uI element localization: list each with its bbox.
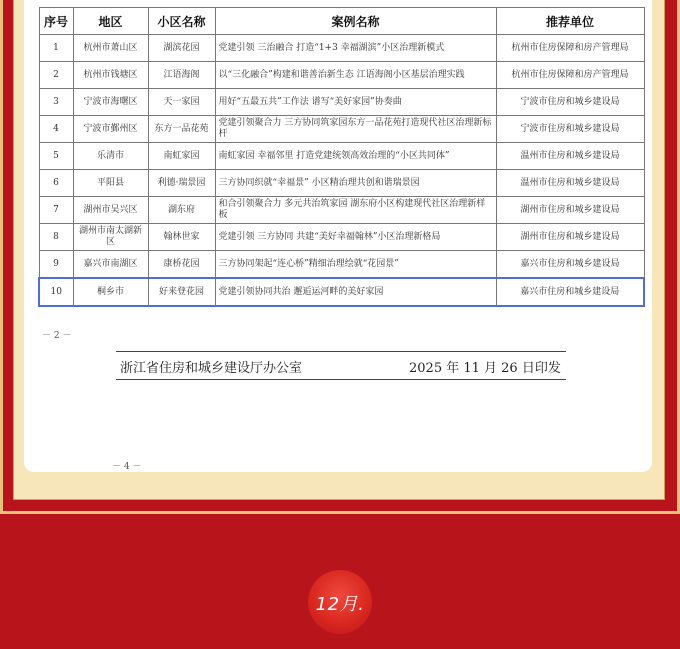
cell-no: 2: [39, 62, 73, 89]
header-unit: 推荐单位: [496, 8, 644, 35]
cell-unit: 湖州市住房和城乡建设局: [496, 197, 644, 224]
cell-community: 湖滨花园: [148, 35, 215, 62]
cell-region: 湖州市吴兴区: [73, 197, 148, 224]
table-header-row: [39, 8, 644, 35]
cell-case: 用好“五最五共”工作法 谱写“美好家园”协奏曲: [215, 89, 496, 116]
cell-region: 杭州市萧山区: [73, 35, 148, 62]
cell-region: 宁波市鄞州区: [73, 116, 148, 143]
header-community: 小区名称: [148, 8, 215, 35]
cell-case: 党建引领聚合力 三方协同筑家园东方一品花苑打造现代社区治理新标杆: [215, 116, 496, 143]
cell-case: 南虹家园 幸福邻里 打造党建统领高效治理的“小区共同体”: [215, 143, 496, 170]
table-row: [39, 89, 644, 116]
cell-case: 党建引领 三方协同 共建“美好幸福翰林”小区治理新格局: [215, 224, 496, 251]
month-badge-label: 12月.: [315, 594, 365, 615]
cell-no: 5: [39, 143, 73, 170]
cell-community: 利德·瑞景园: [148, 170, 215, 197]
cell-case: 党建引领协同共治 邂逅运河畔的美好家园: [215, 278, 496, 306]
cell-no: 9: [39, 251, 73, 279]
document-page: [24, 0, 652, 472]
cell-community: 湖东府: [148, 197, 215, 224]
cell-unit: 湖州市住房和城乡建设局: [496, 224, 644, 251]
cell-region: 桐乡市: [73, 278, 148, 306]
header-region: 地区: [73, 8, 148, 35]
table-row: [39, 197, 644, 224]
table-row: [39, 116, 644, 143]
cell-no: 4: [39, 116, 73, 143]
footer-office: 浙江省住房和城乡建设厅办公室: [120, 361, 303, 376]
table-row: [39, 170, 644, 197]
header-case: 案例名称: [215, 8, 496, 35]
table-row: [39, 35, 644, 62]
cell-community: 好来登花园: [148, 278, 215, 306]
cell-case: 三方协同架起“连心桥”精细治理绘就“花园景”: [215, 251, 496, 279]
cell-region: 嘉兴市南湖区: [73, 251, 148, 279]
table-row-highlighted: [39, 278, 644, 306]
cell-no: 7: [39, 197, 73, 224]
footer-rule-bottom: [116, 379, 566, 380]
cell-no: 3: [39, 89, 73, 116]
cell-community: 东方一品花苑: [148, 116, 215, 143]
footer-date: 2025 年 11 月 26 日印发: [409, 361, 561, 376]
cell-unit: 宁波市住房和城乡建设局: [496, 116, 644, 143]
cell-region: 平阳县: [73, 170, 148, 197]
footer-rule-top: [116, 351, 566, 352]
table-row: [39, 224, 644, 251]
cell-unit: 嘉兴市住房和城乡建设局: [496, 251, 644, 279]
cell-unit: 嘉兴市住房和城乡建设局: [496, 278, 644, 306]
cell-region: 宁波市海曙区: [73, 89, 148, 116]
table-row: [39, 143, 644, 170]
cell-unit: 温州市住房和城乡建设局: [496, 143, 644, 170]
cell-unit: 杭州市住房保障和房产管理局: [496, 62, 644, 89]
cell-region: 乐清市: [73, 143, 148, 170]
cell-case: 党建引领 三治融合 打造“1+3 幸福湖滨”小区治理新模式: [215, 35, 496, 62]
cell-case: 和合引领聚合力 多元共治筑家园 湖东府小区构建现代社区治理新样板: [215, 197, 496, 224]
month-badge: [308, 570, 372, 634]
cell-no: 8: [39, 224, 73, 251]
cell-no: 10: [39, 278, 73, 306]
cell-no: 1: [39, 35, 73, 62]
table-row: [39, 62, 644, 89]
page-number: － 2 －: [42, 331, 72, 341]
header-no: 序号: [39, 8, 73, 35]
cell-unit: 宁波市住房和城乡建设局: [496, 89, 644, 116]
cell-community: 翰林世家: [148, 224, 215, 251]
cell-unit: 温州市住房和城乡建设局: [496, 170, 644, 197]
cell-unit: 杭州市住房保障和房产管理局: [496, 35, 644, 62]
cell-community: 江语海阁: [148, 62, 215, 89]
cases-table: [38, 7, 645, 307]
cell-community: 康桥花园: [148, 251, 215, 279]
cell-no: 6: [39, 170, 73, 197]
cell-case: 以“三化融合”构建和谐善治新生态 江语海阁小区基层治理实践: [215, 62, 496, 89]
page-number: － 4 －: [112, 462, 142, 472]
table-row: [39, 251, 644, 279]
cell-region: 湖州市南太湖新区: [73, 224, 148, 251]
cell-case: 三方协同织就“幸福景” 小区精治理共创和谐瑞景园: [215, 170, 496, 197]
cell-community: 天一家园: [148, 89, 215, 116]
cell-community: 南虹家园: [148, 143, 215, 170]
cell-region: 杭州市钱塘区: [73, 62, 148, 89]
